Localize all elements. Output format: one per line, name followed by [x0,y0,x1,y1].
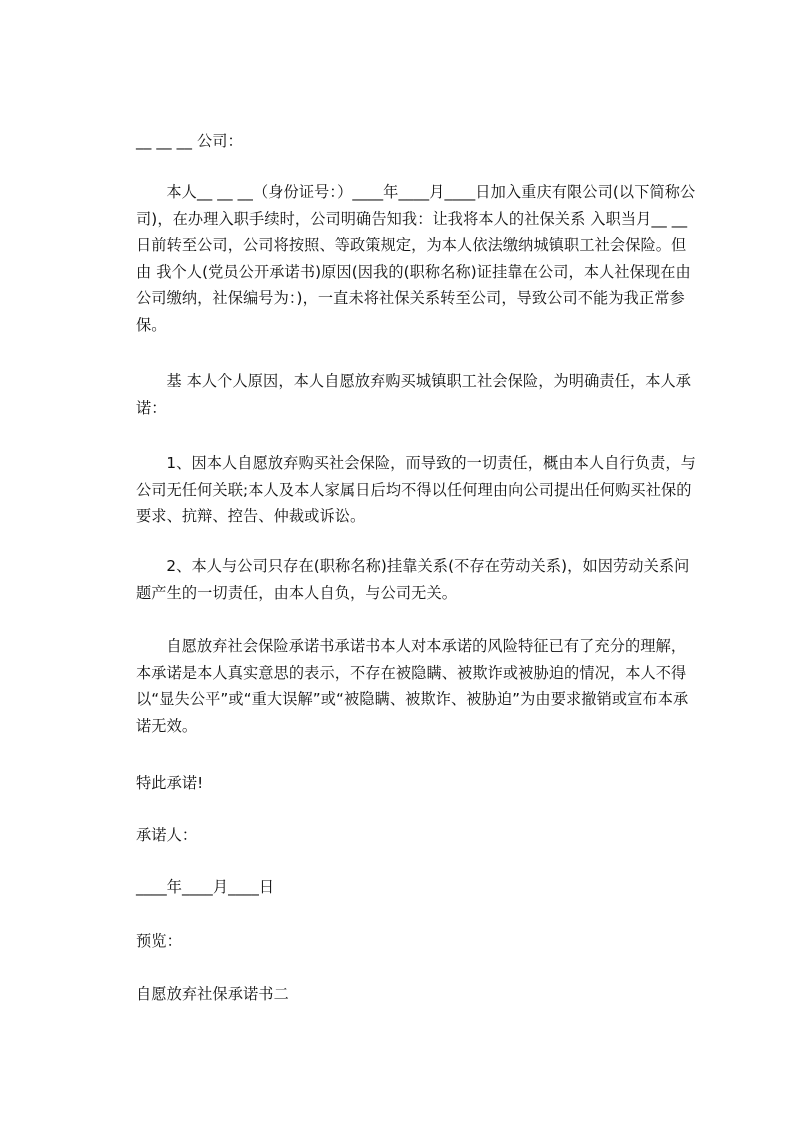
salutation: __ __ __ 公司： [136,132,243,150]
commitment-item-2: 2、本人与公司只存在(职称名称)挂靠关系(不存在劳动关系)，如因劳动关系问题产生的一切责任，由本人自负，与公司无关。 [136,557,690,602]
preview-label: 预览： [136,932,182,950]
date-line: ____年____月____日 [136,878,275,896]
next-document-title: 自愿放弃社保承诺书二 [136,985,289,1003]
paragraph-commitment-intro: 基 本人个人原因，本人自愿放弃购买城镇职工社会保险，为明确责任，本人承诺： [136,372,692,417]
signer-label: 承诺人： [136,826,198,844]
commitment-item-1: 1、因本人自愿放弃购买社会保险，而导致的一切责任，概由本人自行负责，与公司无任何关联;本人及本人家属日后均不得以任何理由向公司提出任何购买社保的要求、抗辩、控告、仲裁或诉讼。 [136,454,696,525]
closing-statement: 特此承诺! [136,774,204,792]
paragraph-understanding: 自愿放弃社会保险承诺书承诺书本人对本承诺的风险特征已有了充分的理解，本承诺是本人真实意思的表示，不存在被隐瞒、被欺诈或被胁迫的情况，本人不得以“显失公平”或“重大误解”或“被隐瞒、被欺诈、被胁迫”为由要求撤销或宣布本承诺无效。 [136,637,689,735]
paragraph-joining-info: 本人__ __ __（身份证号：）____年____月____日加入重庆有限公司(以下简称公司)，在办理入职手续时，公司明确告知我：让我将本人的社保关系 入职当月__ __ 日前转至公司，公司将按照、等政策规定，为本人依法缴纳城镇职工社会保险。但由 我个人(党员公开承诺书)原因(因我的(职称名称)证挂靠在公司，本人社保现在由公司缴纳，社保编号为：)，一直未将社保关系转至公司，导致公司不能为我正常参保。 [136,183,696,334]
